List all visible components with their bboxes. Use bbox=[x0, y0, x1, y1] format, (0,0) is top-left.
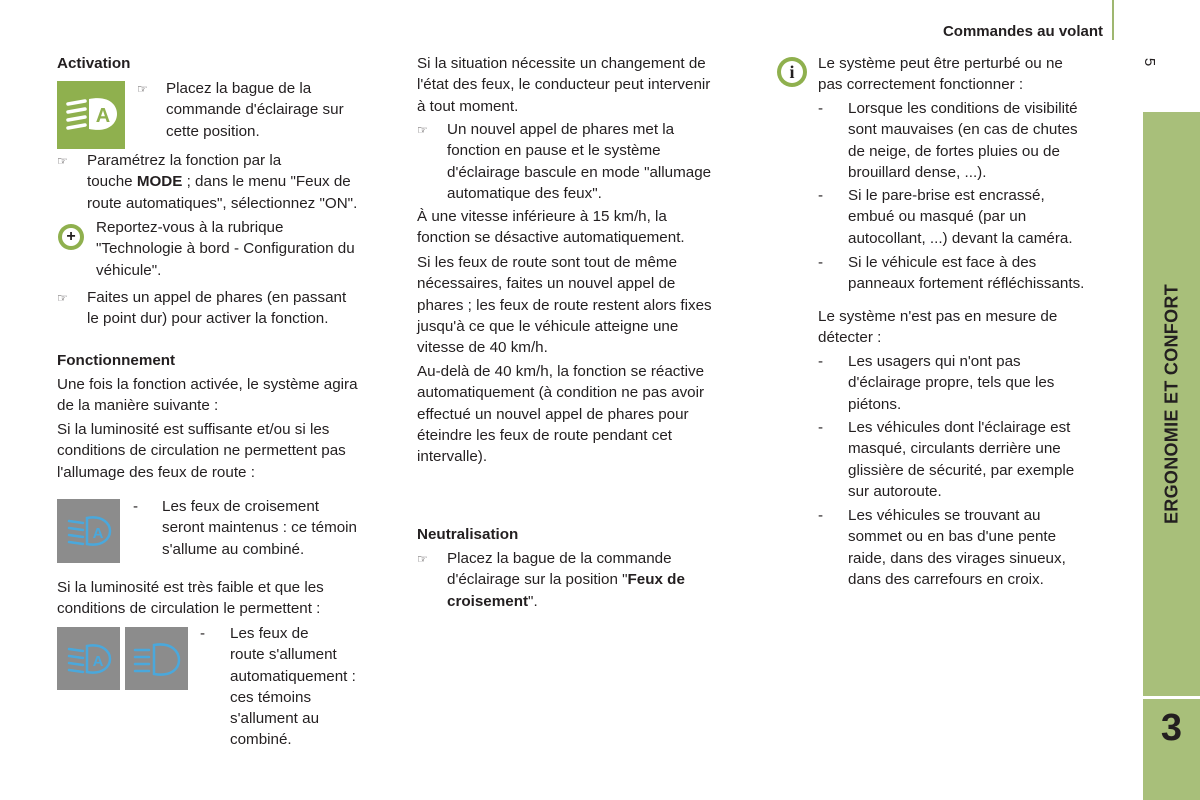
text-line: Si le véhicule est face à des bbox=[848, 254, 1037, 271]
text-line: véhicule". bbox=[96, 261, 162, 279]
hand-pointer-icon: ☞ bbox=[57, 291, 68, 305]
detection-item-1 bbox=[818, 351, 1128, 415]
text-line: phares ; les feux de route restent alors fixes bbox=[417, 296, 712, 314]
text-line: jusqu'à ce que le véhicule atteigne une bbox=[417, 317, 679, 335]
text-line: touche MODE ; dans le menu "Feux de bbox=[87, 173, 351, 191]
text-line: s'allume au combiné. bbox=[162, 540, 305, 558]
hand-pointer-icon: ☞ bbox=[417, 552, 428, 566]
dipped-beam-text bbox=[133, 496, 398, 560]
col2-paragraph-1 bbox=[417, 53, 762, 117]
text-line: d'éclairage sur la position "Feux de bbox=[447, 571, 685, 589]
plus-note-icon: + bbox=[58, 224, 84, 250]
text-line: Si la luminosité est très faible et que les bbox=[57, 579, 324, 596]
text-line: dans des carrefours en croix. bbox=[848, 570, 1044, 588]
neutralisation-heading: Neutralisation bbox=[417, 526, 519, 543]
activation-step-2 bbox=[57, 150, 397, 214]
text-line: fonction en pause et le système bbox=[447, 142, 661, 160]
config-note bbox=[96, 217, 396, 281]
text-line: Au-delà de 40 km/h, la fonction se réactive bbox=[417, 363, 705, 380]
text-line: Si les feux de route sont tout de même bbox=[417, 254, 678, 271]
text-line: sur autoroute. bbox=[848, 482, 942, 500]
fonctionnement-text-1 bbox=[57, 374, 402, 417]
dash-bullet: - bbox=[818, 507, 824, 524]
dash-bullet: - bbox=[818, 100, 824, 117]
text-line: Les véhicules se trouvant au bbox=[848, 507, 1041, 524]
text-line: sont mauvaises (en cas de chutes bbox=[848, 121, 1078, 139]
text-line: s'allument au bbox=[230, 710, 320, 728]
fonctionnement-text-3 bbox=[57, 577, 402, 620]
text-line: route automatiques", sélectionnez "ON". bbox=[87, 194, 358, 212]
text-line: Les feux de bbox=[230, 625, 309, 642]
text-line: nécessaires, faites un nouvel appel de bbox=[417, 275, 676, 293]
text-line: automatique des feux". bbox=[447, 184, 602, 202]
text-line: Paramétrez la fonction par la bbox=[87, 152, 282, 169]
dash-bullet: - bbox=[200, 625, 206, 642]
text-line: de la manière suivante : bbox=[57, 397, 219, 415]
text-line: Reportez-vous à la rubrique bbox=[96, 219, 284, 236]
page-header-title: Commandes au volant bbox=[942, 23, 1103, 40]
svg-text:A: A bbox=[92, 653, 104, 670]
text-line: détecter : bbox=[818, 329, 882, 347]
text-line: commande d'éclairage sur bbox=[166, 101, 344, 119]
text-line: d'éclairage propre, tels que les bbox=[848, 374, 1055, 392]
text-line: ces témoins bbox=[230, 688, 312, 706]
text-line: Les usagers qui n'ont pas bbox=[848, 353, 1021, 370]
disturbance-item-3 bbox=[818, 252, 1128, 295]
dipped-beam-auto-icon bbox=[57, 499, 120, 563]
dash-bullet: - bbox=[818, 353, 824, 370]
activation-heading: Activation bbox=[57, 55, 131, 72]
text-line: de neige, de fortes pluies ou de bbox=[848, 142, 1060, 160]
text-line: Le système n'est pas en mesure de bbox=[818, 308, 1058, 325]
auto-headlamp-icon bbox=[57, 81, 125, 149]
text-line: croisement". bbox=[447, 592, 538, 610]
text-line: Placez la bague de la bbox=[166, 80, 312, 97]
text-line: piétons. bbox=[848, 395, 902, 413]
text-line: d'éclairage bascule en mode "allumage bbox=[447, 163, 712, 181]
text-line: Si la luminosité est suffisante et/ou si les bbox=[57, 421, 330, 438]
text-line: Les véhicules dont l'éclairage est bbox=[848, 419, 1071, 436]
text-line: Si le pare-brise est encrassé, bbox=[848, 187, 1045, 204]
text-line: automatiquement (à condition ne pas avoir bbox=[417, 384, 705, 402]
text-line: éteindre les feux de route pendant cet bbox=[417, 426, 672, 444]
text-line: l'état des feux, le conducteur peut intervenir bbox=[417, 76, 711, 94]
svg-text:A: A bbox=[95, 105, 111, 127]
text-line: Faites un appel de phares (en passant bbox=[87, 289, 347, 306]
activation-step-3 bbox=[57, 287, 397, 330]
disturbance-item-1 bbox=[818, 98, 1128, 183]
activation-step-1 bbox=[137, 78, 387, 142]
neutralisation-step bbox=[417, 548, 762, 612]
text-line: glissière de sécurité, par exemple bbox=[848, 461, 1075, 479]
col2-paragraph-2 bbox=[417, 206, 762, 249]
text-line: "Technologie à bord - Configuration du bbox=[96, 240, 355, 258]
text-line: à tout moment. bbox=[417, 97, 519, 115]
chapter-title: ERGONOMIE ET CONFORT bbox=[1160, 284, 1181, 524]
text-line: Un nouvel appel de phares met la bbox=[447, 121, 675, 138]
hand-pointer-icon: ☞ bbox=[417, 123, 428, 137]
dipped-beam-auto-icon bbox=[57, 627, 120, 690]
chapter-number: 3 bbox=[1160, 707, 1183, 749]
text-line: fonction se désactive automatiquement. bbox=[417, 229, 685, 247]
hand-pointer-icon: ☞ bbox=[137, 82, 148, 96]
text-line: cette position. bbox=[166, 122, 260, 140]
main-beam-text bbox=[200, 623, 390, 751]
text-line: masqué, circulants derrière une bbox=[848, 440, 1061, 458]
text-line: panneaux fortement réfléchissants. bbox=[848, 275, 1085, 293]
dash-bullet: - bbox=[818, 254, 824, 271]
text-line: seront maintenus : ce témoin bbox=[162, 519, 358, 537]
text-line: Lorsque les conditions de visibilité bbox=[848, 100, 1078, 117]
detection-item-3 bbox=[818, 505, 1128, 590]
page-number: 5 bbox=[1141, 57, 1158, 67]
text-line: route s'allument bbox=[230, 646, 337, 664]
svg-text:A: A bbox=[92, 525, 104, 542]
text-line: Placez la bague de la commande bbox=[447, 550, 672, 567]
col2-paragraph-4 bbox=[417, 361, 762, 467]
info-intro bbox=[818, 53, 1128, 96]
detection-item-2 bbox=[818, 417, 1128, 502]
text-line: Une fois la fonction activée, le système agira bbox=[57, 376, 358, 393]
text-line: conditions de circulation ne permettent pas bbox=[57, 442, 346, 460]
text-line: intervalle). bbox=[417, 448, 488, 466]
hand-pointer-icon: ☞ bbox=[57, 154, 68, 168]
text-line: Le système peut être perturbé ou ne bbox=[818, 55, 1063, 72]
text-line: l'allumage des feux de route : bbox=[57, 463, 255, 481]
disturbance-item-2 bbox=[818, 185, 1128, 249]
text-line: autocollant, ...) devant la caméra. bbox=[848, 229, 1073, 247]
main-beam-icon bbox=[125, 627, 188, 690]
text-line: conditions de circulation le permettent : bbox=[57, 600, 321, 618]
text-line: Si la situation nécessite un changement de bbox=[417, 55, 706, 72]
mode-key-label: MODE bbox=[136, 173, 183, 191]
text-line: embué ou masqué (par un bbox=[848, 208, 1027, 226]
fonctionnement-heading: Fonctionnement bbox=[57, 352, 176, 369]
dash-bullet: - bbox=[818, 187, 824, 204]
text-line: vitesse de 40 km/h. bbox=[417, 339, 548, 357]
col2-paragraph-3 bbox=[417, 252, 762, 358]
fonctionnement-text-2 bbox=[57, 419, 402, 483]
header-divider bbox=[1112, 0, 1114, 40]
side-tab-separator bbox=[1143, 696, 1200, 699]
text-line: Les feux de croisement bbox=[162, 498, 320, 515]
dash-bullet: - bbox=[133, 498, 139, 515]
text-line: brouillard dense, ...). bbox=[848, 163, 987, 181]
col2-bullet-1 bbox=[417, 119, 762, 204]
dash-bullet: - bbox=[818, 419, 824, 436]
text-line: combiné. bbox=[230, 731, 292, 749]
text-line: effectué un nouvel appel de phares pour bbox=[417, 405, 689, 423]
text-line: À une vitesse inférieure à 15 km/h, la bbox=[417, 208, 667, 225]
text-line: automatiquement : bbox=[230, 667, 356, 685]
text-line: pas correctement fonctionner : bbox=[818, 76, 1024, 94]
text-line: le point dur) pour activer la fonction. bbox=[87, 310, 329, 328]
detection-intro bbox=[818, 306, 1128, 349]
text-line: raide, dans des virages sinueux, bbox=[848, 549, 1066, 567]
info-icon: i bbox=[777, 57, 807, 87]
text-line: sommet ou en bas d'une pente bbox=[848, 528, 1057, 546]
